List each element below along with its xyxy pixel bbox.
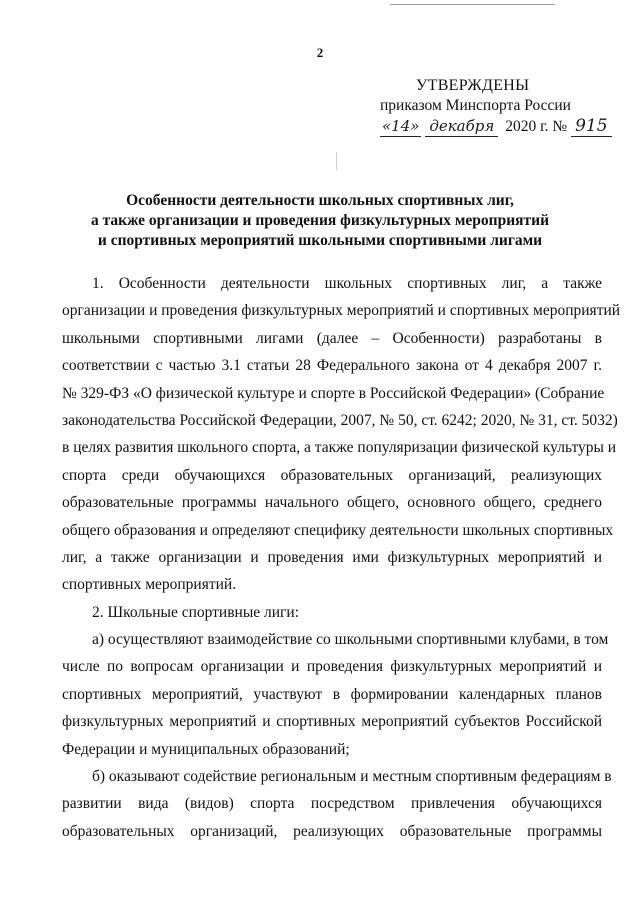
page-number: 2 <box>316 45 324 60</box>
paragraph-line: спортивных мероприятий, участвуют в формировании календарных планов <box>62 685 602 703</box>
paragraph-line: законодательства Российской Федерации, 2007, № 50, ст. 6242; 2020, № 31, ст. 5032) <box>62 411 618 429</box>
approval-order-line: приказом Минспорта России <box>380 97 571 114</box>
document-title <box>40 191 600 251</box>
scan-mark <box>336 152 337 170</box>
document-title-line-3: и спортивных мероприятий школьными спортивными лигами <box>97 232 543 249</box>
paragraph-line: Федерации и муниципальных образований; <box>62 740 350 758</box>
paragraph-line: образовательных организаций, реализующих образовательные программы <box>62 822 602 840</box>
approval-block <box>380 76 620 140</box>
paragraph-line: организации и проведения физкультурных мероприятий и спортивных мероприятий <box>62 302 621 320</box>
approval-date-year: 2020 г. № <box>505 118 568 135</box>
paragraph-line: развитии вида (видов) спорта посредством привлечения обучающихся <box>62 795 602 813</box>
paragraph-line: соответствии с частью 3.1 статьи 28 Федерального закона от 4 декабря 2007 г. <box>62 357 602 375</box>
paragraph-line: № 329-ФЗ «О физической культуре и спорте в Российской Федерации» (Собрание <box>62 384 605 402</box>
paragraph-line: физкультурных мероприятий и спортивных мероприятий субъектов Российской <box>62 713 602 731</box>
paragraph-line: общего образования и определяют специфику деятельности школьных спортивных <box>62 521 614 539</box>
approval-date-row <box>380 116 620 140</box>
document-title-line-2: а также организации и проведения физкультурных мероприятий <box>90 212 550 229</box>
paragraph-line: 1. Особенности деятельности школьных спортивных лиг, а также <box>92 275 602 292</box>
paragraph-line: а) осуществляют взаимодействие со школьными спортивными клубами, в том <box>92 631 609 649</box>
approval-order-number: 915 <box>571 116 611 137</box>
top-rule <box>390 4 555 5</box>
paragraph-line: лиг, а также организации и проведения ими физкультурных мероприятий и <box>62 548 602 566</box>
document-body <box>62 270 621 845</box>
paragraph-line: образовательные программы начального общего, основного общего, среднего <box>62 494 602 512</box>
paragraph-line: в целях развития школьного спорта, а также популяризации физической культуры и <box>62 439 617 457</box>
paragraph-line: 2. Школьные спортивные лиги: <box>92 603 300 621</box>
paragraph-line: числе по вопросам организации и проведения физкультурных мероприятий и <box>62 658 602 676</box>
paragraph-line: спортивных мероприятий. <box>62 576 237 594</box>
paragraph-line: б) оказывают содействие региональным и местным спортивным федерациям в <box>92 768 612 786</box>
document-title-line-1: Особенности деятельности школьных спортивных лиг, <box>126 192 514 209</box>
approval-date-month: декабря <box>425 116 498 137</box>
paragraph-line: спорта среди обучающихся образовательных организаций, реализующих <box>62 466 602 484</box>
paragraph-line: школьными спортивными лигами (далее – Особенности) разработаны в <box>62 329 602 347</box>
approval-date-day: «14» <box>382 117 420 135</box>
approval-title: УТВЕРЖДЕНЫ <box>416 77 530 94</box>
